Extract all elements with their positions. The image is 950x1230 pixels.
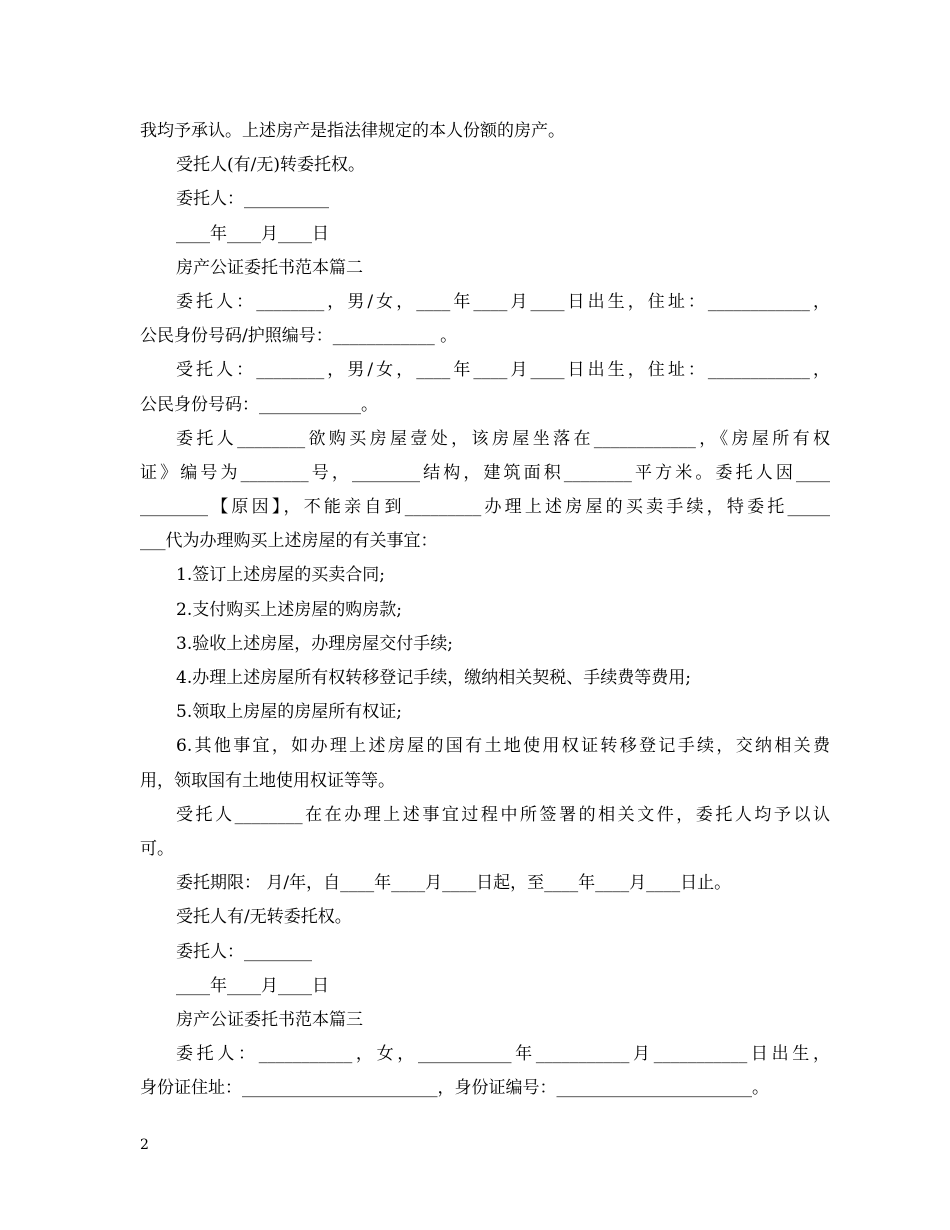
signature-line: 委托人：________ [176,941,312,962]
paragraph-line: 受托人________在在办理上述事宜过程中所签署的相关文件，委托人均予以认 [176,804,830,825]
section-title: 房产公证委托书范本篇二 [176,257,363,278]
date-line: ____年____月____日 [176,975,329,996]
page-number: 2 [140,1137,149,1153]
paragraph-line: 委托人：___________，女，___________年___________月___________日出生， [176,1044,830,1065]
paragraph-line: 委托人________欲购买房屋壹处，该房屋坐落在____________，《房屋所有权 [176,428,830,449]
paragraph-line: 我均予承认。上述房产是指法律规定的本人份额的房产。 [140,121,565,141]
list-item: 6.其他事宜，如办理上述房屋的国有土地使用权证转移登记手续，交纳相关费 [176,736,830,757]
document-body [140,114,830,1105]
list-item: 5.领取上房屋的房屋所有权证; [176,702,402,723]
paragraph-line: 证》编号为________号，________结构，建筑面积________平方米。委托人因____ [140,462,830,483]
paragraph-line: 可。 [140,838,174,859]
signature-line: 委托人：__________ [176,189,329,210]
list-item-continuation: 用，领取国有土地使用权证等等。 [140,770,395,791]
paragraph-line: ________【原因】，不能亲自到_________办理上述房屋的买卖手续，特委托_____ [140,497,830,518]
paragraph-line: 委托人：________，男/女，____年____月____日出生，住址：____________， [176,291,830,312]
list-item: 1.签订上述房屋的买卖合同; [176,565,385,586]
paragraph-line: 受托人有/无转委托权。 [176,907,352,928]
list-item: 4.办理上述房屋所有权转移登记手续，缴纳相关契税、手续费等费用; [176,668,691,688]
paragraph-line: 受托人(有/无)转委托权。 [176,155,365,176]
paragraph-line: 公民身份号码/护照编号：____________ 。 [140,326,458,347]
paragraph-line: 公民身份号码：____________。 [140,394,378,415]
section-title: 房产公证委托书范本篇三 [176,1009,363,1030]
date-line: ____年____月____日 [176,223,329,244]
paragraph-line: 受托人：________，男/女，____年____月____日出生，住址：____________， [176,360,830,381]
list-item: 2.支付购买上述房屋的购房款; [176,599,402,620]
paragraph-line: 委托期限： 月/年，自____年____月____日起，至____年____月____日止。 [176,873,732,894]
paragraph-line: ___代为办理购买上述房屋的有关事宜： [140,531,438,552]
list-item: 3.验收上述房屋，办理房屋交付手续; [176,633,453,654]
paragraph-line: 身份证住址：_______________________，身份证编号：_______________________。 [140,1078,769,1099]
